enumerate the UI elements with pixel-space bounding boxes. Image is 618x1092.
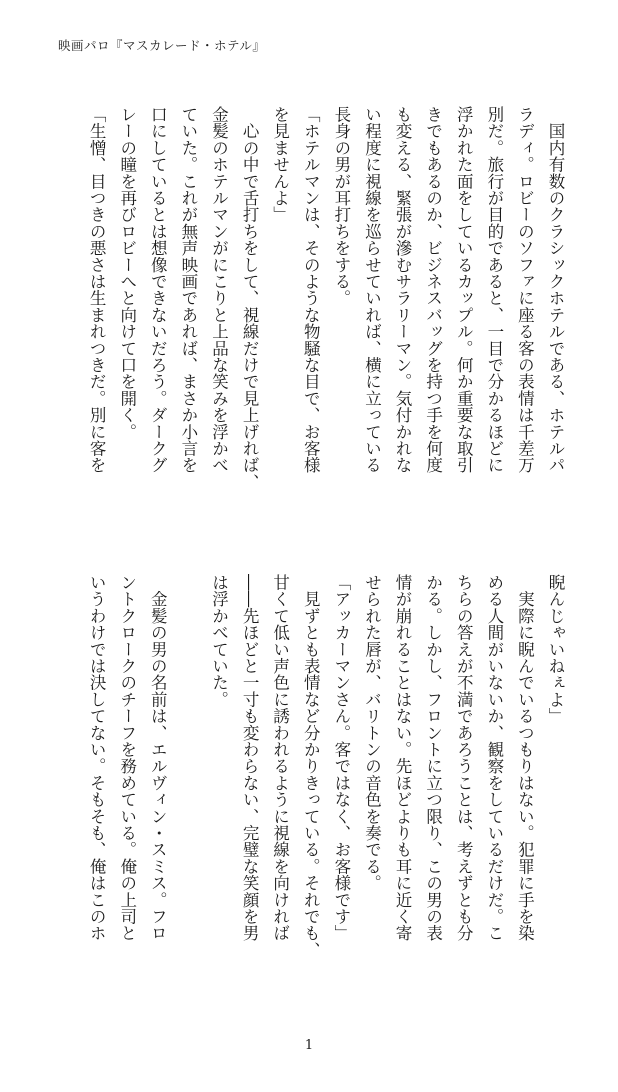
- text-line: ラディ。ロビーのソファに座る客の表情は千差万: [515, 106, 535, 474]
- text-line: きでもあるのか、ビジネスバッグを持つ手を何度: [423, 106, 443, 474]
- text-line: 長身の男が耳打ちをする。: [331, 106, 351, 307]
- text-line: 「生憎、目つきの悪さは生まれつきだ。別に客を: [87, 106, 107, 474]
- text-line: かる。しかし、フロントに立つ限り、この男の表: [423, 574, 443, 942]
- text-line: ていた。これが無声映画であれば、まさか小言を: [178, 106, 198, 474]
- text-line: 見ずとも表情など分かりきっている。それでも、: [301, 574, 321, 959]
- page-number: 1: [304, 1038, 314, 1053]
- text-line: 心の中で舌打ちをして、視線だけで見上げれば、: [240, 106, 260, 491]
- text-line: も変える、緊張が滲むサラリーマン。気付かれな: [393, 106, 413, 474]
- text-line: せられた唇が、バリトンの音色を奏でる。: [362, 574, 382, 892]
- text-line: ントクロークのチーフを務めている。俺の上司と: [117, 574, 137, 942]
- text-line: を見ませんよ」: [270, 106, 290, 223]
- text-line: 「ホテルマンは、そのような物騒な目で、お客様: [301, 106, 321, 474]
- running-header: 映画パロ『マスカレード・ホテル』: [58, 38, 266, 53]
- text-line: 金髪の男の名前は、エルヴィン・スミス。フロ: [148, 574, 168, 942]
- text-line: ちらの答えが不満であろうことは、考えずとも分: [454, 574, 474, 942]
- text-line: 実際に睨んでいるつもりはない。犯罪に手を染: [515, 574, 535, 942]
- text-line: 甘くて低い声色に誘われるように視線を向ければ: [270, 574, 290, 942]
- text-line: 口にしているとは想像できないだろう。ダークグ: [148, 106, 168, 474]
- text-line: い程度に視線を巡らせていれば、横に立っている: [362, 106, 382, 474]
- text-line: レーの瞳を再びロビーへと向けて口を開く。: [117, 106, 137, 440]
- text-line: 睨んじゃいねぇよ」: [546, 574, 565, 725]
- text-line: 情が崩れることはない。先ほどよりも耳に近く寄: [393, 574, 413, 942]
- text-line: 金髪のホテルマンがにこりと上品な笑みを浮かべ: [209, 106, 229, 474]
- text-line: は浮かべていた。: [209, 574, 229, 708]
- text-line: いうわけでは決してない。そもそも、俺はこのホ: [87, 574, 107, 942]
- text-block-bottom: [50, 574, 570, 1004]
- text-line: 国内有数のクラシックホテルである、ホテルパ: [546, 106, 565, 474]
- text-line: 「アッカーマンさん。客ではなく、お客様です」: [331, 574, 351, 942]
- text-line: 浮かれた面をしているカップル。何か重要な取引: [454, 106, 474, 474]
- text-line: ――先ほどと一寸も変わらない、完璧な笑顔を男: [240, 574, 260, 942]
- text-block-top: [50, 106, 570, 536]
- text-line: 別だ。旅行が目的であると、一目で分かるほどに: [484, 106, 504, 474]
- text-line: める人間がいないか、観察をしているだけだ。こ: [484, 574, 504, 942]
- blank-line: [172, 574, 203, 1004]
